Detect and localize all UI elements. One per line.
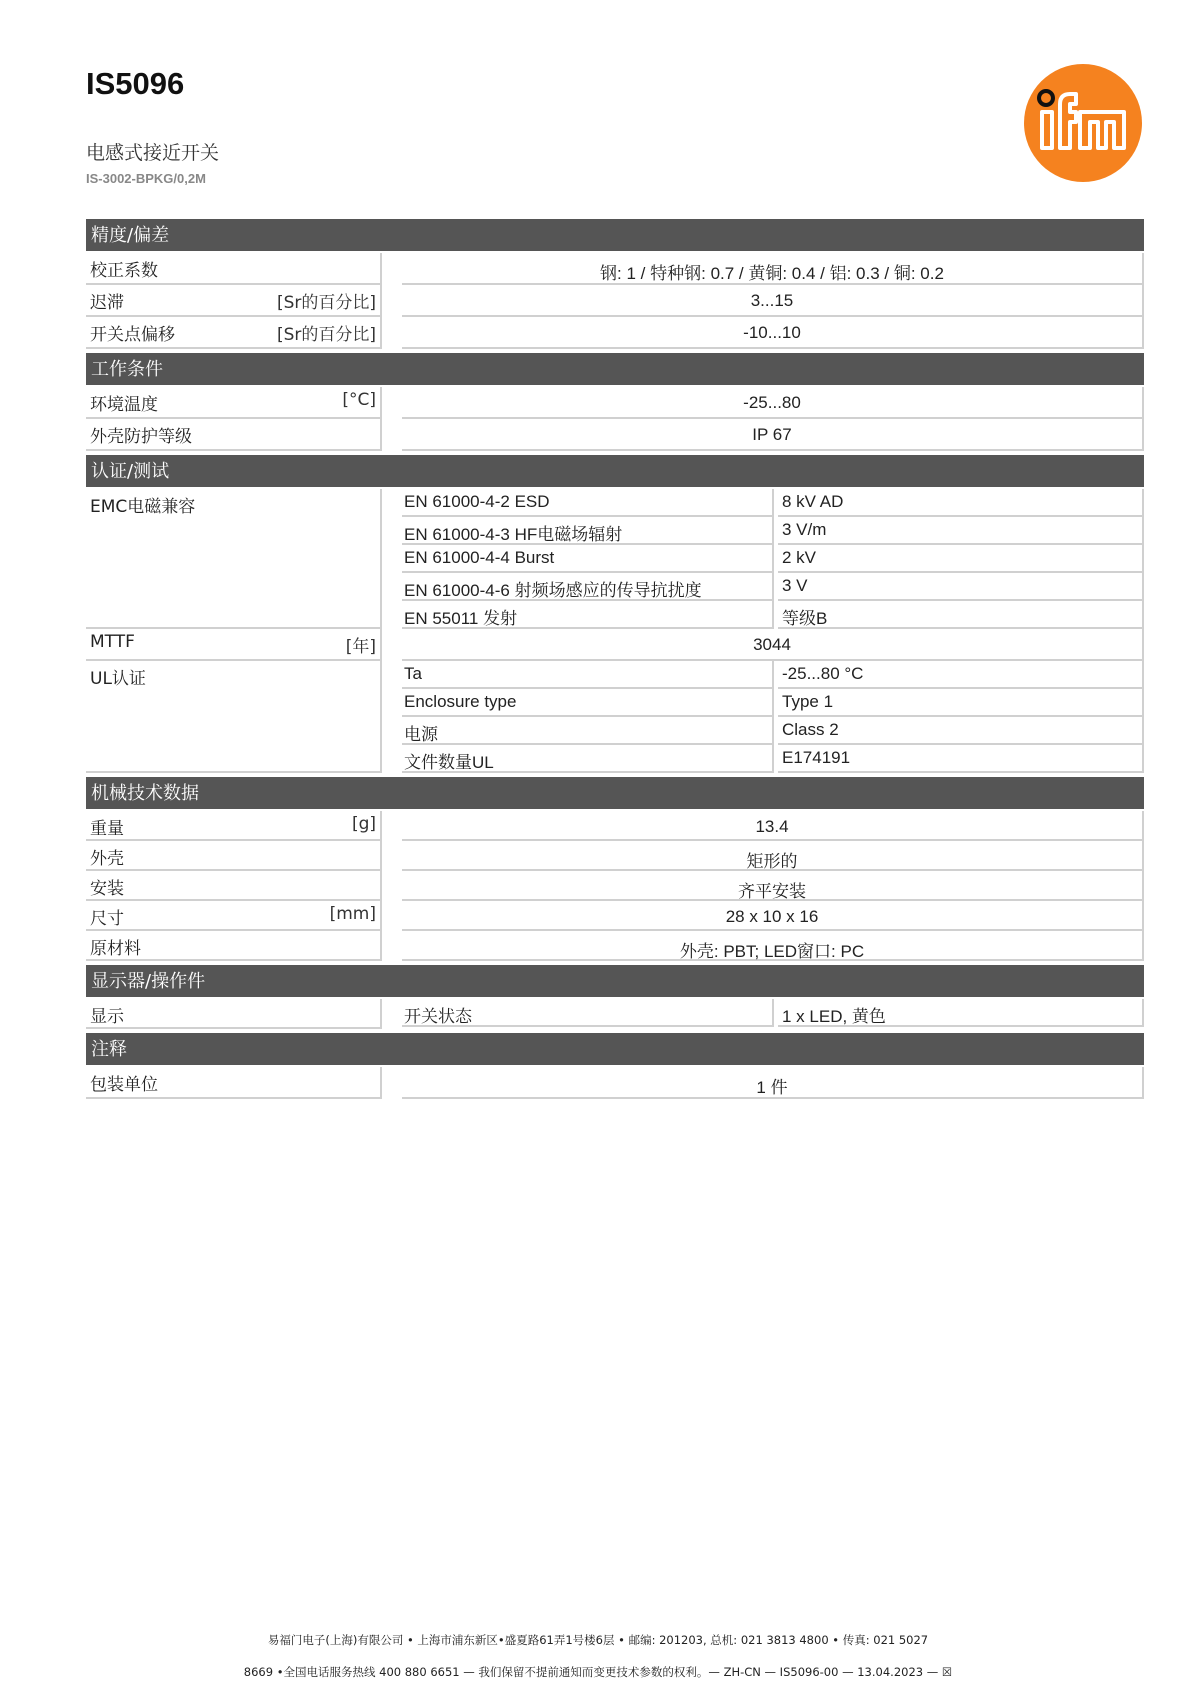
spec-unit: [年]: [345, 637, 376, 657]
spec-subrow: [402, 745, 1144, 773]
spec-gap: [382, 841, 402, 871]
spec-label-text: 环境温度: [90, 395, 158, 415]
spec-subvalue: 8 kV AD: [778, 489, 1144, 517]
spec-subrow: [402, 717, 1144, 745]
spec-value: 齐平安装: [402, 871, 1144, 901]
spec-label-text: 重量: [90, 819, 124, 839]
spec-row: [86, 285, 1144, 317]
section-header: 注释: [86, 1033, 1144, 1065]
spec-subkey: Enclosure type: [402, 689, 774, 717]
document-header: [86, 66, 219, 186]
spec-row: [86, 253, 1144, 285]
spec-label: [86, 811, 382, 841]
spec-row: [86, 811, 1144, 841]
spec-label-text: 迟滞: [90, 293, 124, 313]
spec-subtable: [402, 661, 1144, 773]
spec-subkey: EN 61000-4-6 射频场感应的传导抗扰度: [402, 573, 774, 601]
spec-value: 钢: 1 / 特种钢: 0.7 / 黄铜: 0.4 / 铝: 0.3 / 铜: 0.2: [402, 253, 1144, 285]
spec-label-text: 原材料: [90, 939, 141, 959]
spec-row: [86, 489, 1144, 629]
product-title: IS5096: [86, 66, 185, 101]
spec-gap: [382, 811, 402, 841]
spec-value: 13.4: [402, 811, 1144, 841]
spec-gap: [382, 901, 402, 931]
spec-value: IP 67: [402, 419, 1144, 451]
spec-label-text: MTTF: [90, 632, 135, 652]
section-header: 精度/偏差: [86, 219, 1144, 251]
spec-row: [86, 387, 1144, 419]
section-header: 机械技术数据: [86, 777, 1144, 809]
spec-subrow: [402, 661, 1144, 689]
spec-label-text: 校正系数: [90, 261, 158, 281]
spec-label: [86, 387, 382, 419]
spec-subkey: EN 61000-4-4 Burst: [402, 545, 774, 573]
spec-gap: [382, 253, 402, 285]
spec-subkey: 开关状态: [402, 999, 774, 1027]
spec-subrow: [402, 489, 1144, 517]
spec-label-text: 尺寸: [90, 909, 124, 929]
spec-value: -25...80: [402, 387, 1144, 419]
spec-subvalue: 3 V/m: [778, 517, 1144, 545]
spec-subvalue: 3 V: [778, 573, 1144, 601]
spec-subkey: EN 61000-4-3 HF电磁场辐射: [402, 517, 774, 545]
spec-label: [86, 901, 382, 931]
spec-label: [86, 871, 382, 901]
section-header: 显示器/操作件: [86, 965, 1144, 997]
spec-subvalue: 等级B: [778, 601, 1144, 629]
spec-unit: [Sr的百分比]: [276, 325, 376, 345]
spec-label: [86, 419, 382, 451]
spec-subrow: [402, 999, 1144, 1027]
spec-subvalue: 1 x LED, 黄色: [778, 999, 1144, 1027]
spec-label-text: 包装单位: [90, 1075, 158, 1095]
spec-label-text: 安装: [90, 879, 124, 899]
spec-label-text: UL认证: [90, 669, 146, 689]
spec-subvalue: Type 1: [778, 689, 1144, 717]
spec-gap: [382, 489, 402, 629]
spec-gap: [382, 871, 402, 901]
spec-label: [86, 489, 382, 629]
spec-row: [86, 419, 1144, 451]
spec-gap: [382, 629, 402, 661]
section-header: 工作条件: [86, 353, 1144, 385]
section-header: 认证/测试: [86, 455, 1144, 487]
spec-label: [86, 629, 382, 661]
spec-gap: [382, 661, 402, 773]
spec-gap: [382, 419, 402, 451]
spec-gap: [382, 317, 402, 349]
spec-gap: [382, 1067, 402, 1099]
spec-subvalue: Class 2: [778, 717, 1144, 745]
spec-subtable: [402, 489, 1144, 629]
footer-legal-text: 8669 •全国电话服务热线 400 880 6651 — 我们保留不提前通知而变更技术参数的权利。— ZH-CN — IS5096-00 — 13.04.2023 —: [243, 1665, 942, 1679]
spec-subvalue: E174191: [778, 745, 1144, 773]
footer-legal-line: [0, 1664, 1196, 1680]
spec-subkey: EN 55011 发射: [402, 601, 774, 629]
spec-label: [86, 931, 382, 961]
spec-label: [86, 841, 382, 871]
spec-subrow: [402, 573, 1144, 601]
product-subtitle: 电感式接近开关: [86, 142, 220, 164]
spec-subkey: EN 61000-4-2 ESD: [402, 489, 774, 517]
spec-subkey: 电源: [402, 717, 774, 745]
spec-row: [86, 1067, 1144, 1099]
footer-end-mark: ☒: [941, 1665, 953, 1679]
spec-row: [86, 317, 1144, 349]
spec-value: 3044: [402, 629, 1144, 661]
spec-label: [86, 253, 382, 285]
spec-value: 3...15: [402, 285, 1144, 317]
spec-row: [86, 629, 1144, 661]
spec-value: 矩形的: [402, 841, 1144, 871]
spec-label: [86, 999, 382, 1029]
datasheet: [86, 219, 1144, 1099]
spec-subrow: [402, 545, 1144, 573]
spec-subrow: [402, 601, 1144, 629]
spec-subkey: Ta: [402, 661, 774, 689]
spec-label: [86, 317, 382, 349]
spec-subvalue: 2 kV: [778, 545, 1144, 573]
spec-unit: [°C]: [342, 390, 376, 410]
spec-gap: [382, 387, 402, 419]
ifm-logo: [1024, 64, 1142, 182]
spec-label-text: 外壳: [90, 849, 124, 869]
spec-row: [86, 841, 1144, 871]
spec-row: [86, 901, 1144, 931]
spec-row: [86, 999, 1144, 1029]
spec-label-text: 显示: [90, 1007, 124, 1027]
spec-gap: [382, 999, 402, 1029]
spec-subrow: [402, 689, 1144, 717]
spec-unit: [g]: [351, 814, 376, 834]
spec-value: 28 x 10 x 16: [402, 901, 1144, 931]
spec-label: [86, 661, 382, 773]
spec-label-text: 外壳防护等级: [90, 427, 192, 447]
ifm-logo-icon: [1024, 64, 1142, 182]
spec-gap: [382, 931, 402, 961]
spec-gap: [382, 285, 402, 317]
spec-subtable: [402, 999, 1144, 1029]
spec-label-text: EMC电磁兼容: [90, 497, 196, 517]
spec-subkey: 文件数量UL: [402, 745, 774, 773]
spec-value: 1 件: [402, 1067, 1144, 1099]
spec-unit: [Sr的百分比]: [276, 293, 376, 313]
spec-row: [86, 661, 1144, 773]
spec-label-text: 开关点偏移: [90, 325, 175, 345]
spec-row: [86, 871, 1144, 901]
footer-company-line: 易福门电子(上海)有限公司 • 上海市浦东新区•盛夏路61弄1号楼6层 • 邮编: 201203, 总机: 021 3813 4800 • 传真: 021 5027: [267, 1633, 929, 1647]
product-code: IS-3002-BPKG/0,2M: [86, 171, 206, 186]
spec-label: [86, 1067, 382, 1099]
spec-row: [86, 931, 1144, 961]
spec-subvalue: -25...80 °C: [778, 661, 1144, 689]
spec-subrow: [402, 517, 1144, 545]
spec-value: -10...10: [402, 317, 1144, 349]
spec-unit: [mm]: [329, 904, 376, 924]
spec-value: 外壳: PBT; LED窗口: PC: [402, 931, 1144, 961]
spec-label: [86, 285, 382, 317]
